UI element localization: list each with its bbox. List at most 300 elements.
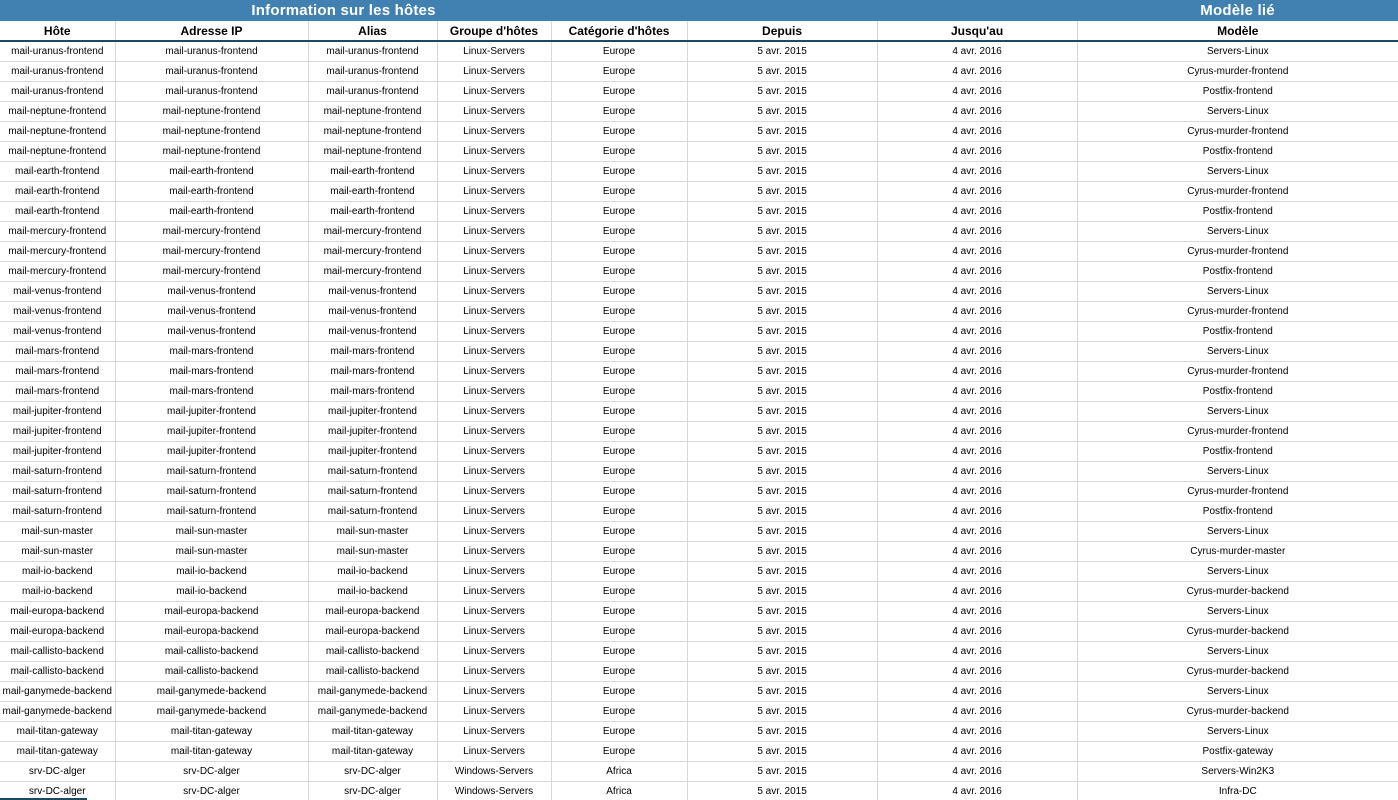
column-header-until: Jusqu'au (877, 21, 1077, 41)
cell-model: Postfix-frontend (1077, 262, 1398, 282)
cell-ip: mail-mercury-frontend (115, 242, 308, 262)
cell-group: Linux-Servers (437, 82, 551, 102)
cell-category: Europe (551, 41, 687, 62)
cell-until: 4 avr. 2016 (877, 422, 1077, 442)
cell-until: 4 avr. 2016 (877, 342, 1077, 362)
table-row (0, 82, 1398, 102)
column-header-since: Depuis (687, 21, 877, 41)
cell-group: Linux-Servers (437, 402, 551, 422)
cell-group: Linux-Servers (437, 422, 551, 442)
table-row (0, 482, 1398, 502)
cell-alias: mail-venus-frontend (308, 302, 437, 322)
cell-category: Europe (551, 242, 687, 262)
cell-since: 5 avr. 2015 (687, 422, 877, 442)
cell-host: mail-earth-frontend (0, 182, 115, 202)
cell-ip: mail-uranus-frontend (115, 82, 308, 102)
cell-ip: mail-jupiter-frontend (115, 402, 308, 422)
cell-until: 4 avr. 2016 (877, 302, 1077, 322)
cell-until: 4 avr. 2016 (877, 202, 1077, 222)
cell-host: mail-europa-backend (0, 602, 115, 622)
cell-until: 4 avr. 2016 (877, 542, 1077, 562)
table-row (0, 242, 1398, 262)
cell-until: 4 avr. 2016 (877, 162, 1077, 182)
cell-until: 4 avr. 2016 (877, 562, 1077, 582)
group-header-hosts-information: Information sur les hôtes (0, 0, 687, 21)
table-row (0, 602, 1398, 622)
cell-since: 5 avr. 2015 (687, 762, 877, 782)
cell-category: Europe (551, 642, 687, 662)
cell-category: Europe (551, 82, 687, 102)
cell-ip: mail-venus-frontend (115, 322, 308, 342)
cell-host: mail-ganymede-backend (0, 682, 115, 702)
cell-category: Europe (551, 282, 687, 302)
cell-alias: mail-mars-frontend (308, 362, 437, 382)
cell-since: 5 avr. 2015 (687, 342, 877, 362)
cell-since: 5 avr. 2015 (687, 62, 877, 82)
cell-until: 4 avr. 2016 (877, 122, 1077, 142)
cell-alias: mail-mercury-frontend (308, 242, 437, 262)
table-row (0, 41, 1398, 62)
cell-ip: mail-earth-frontend (115, 202, 308, 222)
cell-since: 5 avr. 2015 (687, 182, 877, 202)
cell-model: Servers-Linux (1077, 562, 1398, 582)
cell-ip: mail-europa-backend (115, 602, 308, 622)
cell-alias: mail-ganymede-backend (308, 682, 437, 702)
table-row (0, 162, 1398, 182)
cell-since: 5 avr. 2015 (687, 282, 877, 302)
cell-model: Cyrus-murder-frontend (1077, 482, 1398, 502)
cell-group: Linux-Servers (437, 41, 551, 62)
cell-until: 4 avr. 2016 (877, 762, 1077, 782)
cell-group: Linux-Servers (437, 502, 551, 522)
cell-alias: mail-europa-backend (308, 602, 437, 622)
cell-host: mail-uranus-frontend (0, 62, 115, 82)
cell-alias: mail-jupiter-frontend (308, 402, 437, 422)
cell-ip: mail-mars-frontend (115, 362, 308, 382)
cell-until: 4 avr. 2016 (877, 41, 1077, 62)
cell-model: Cyrus-murder-frontend (1077, 302, 1398, 322)
cell-host: mail-europa-backend (0, 622, 115, 642)
cell-since: 5 avr. 2015 (687, 262, 877, 282)
cell-since: 5 avr. 2015 (687, 82, 877, 102)
cell-until: 4 avr. 2016 (877, 102, 1077, 122)
cell-category: Europe (551, 462, 687, 482)
cell-ip: mail-io-backend (115, 582, 308, 602)
cell-group: Linux-Servers (437, 702, 551, 722)
cell-since: 5 avr. 2015 (687, 662, 877, 682)
cell-model: Servers-Linux (1077, 462, 1398, 482)
cell-ip: mail-saturn-frontend (115, 482, 308, 502)
cell-model: Cyrus-murder-backend (1077, 702, 1398, 722)
cell-category: Europe (551, 562, 687, 582)
cell-group: Linux-Servers (437, 342, 551, 362)
cell-category: Europe (551, 302, 687, 322)
cell-category: Africa (551, 782, 687, 800)
cell-model: Cyrus-murder-backend (1077, 622, 1398, 642)
cell-host: mail-saturn-frontend (0, 462, 115, 482)
cell-host: mail-titan-gateway (0, 722, 115, 742)
cell-since: 5 avr. 2015 (687, 622, 877, 642)
table-row (0, 582, 1398, 602)
cell-model: Postfix-gateway (1077, 742, 1398, 762)
cell-host: mail-mercury-frontend (0, 262, 115, 282)
cell-group: Linux-Servers (437, 462, 551, 482)
cell-alias: mail-venus-frontend (308, 282, 437, 302)
cell-since: 5 avr. 2015 (687, 302, 877, 322)
cell-ip: srv-DC-alger (115, 762, 308, 782)
cell-since: 5 avr. 2015 (687, 402, 877, 422)
cell-ip: mail-uranus-frontend (115, 41, 308, 62)
table-head (0, 0, 1398, 41)
cell-host: mail-neptune-frontend (0, 142, 115, 162)
cell-category: Europe (551, 122, 687, 142)
cell-model: Servers-Linux (1077, 41, 1398, 62)
table-row (0, 782, 1398, 800)
cell-category: Europe (551, 542, 687, 562)
cell-category: Europe (551, 222, 687, 242)
cell-model: Servers-Linux (1077, 102, 1398, 122)
cell-model: Servers-Linux (1077, 342, 1398, 362)
table-row (0, 762, 1398, 782)
table-row (0, 422, 1398, 442)
cell-model: Postfix-frontend (1077, 142, 1398, 162)
cell-category: Europe (551, 162, 687, 182)
cell-group: Linux-Servers (437, 442, 551, 462)
cell-host: mail-neptune-frontend (0, 102, 115, 122)
cell-host: srv-DC-alger (0, 782, 115, 800)
cell-model: Cyrus-murder-frontend (1077, 242, 1398, 262)
table-row (0, 462, 1398, 482)
cell-ip: mail-earth-frontend (115, 162, 308, 182)
cell-host: mail-mercury-frontend (0, 222, 115, 242)
cell-until: 4 avr. 2016 (877, 442, 1077, 462)
cell-category: Europe (551, 142, 687, 162)
cell-model: Servers-Linux (1077, 682, 1398, 702)
cell-category: Europe (551, 262, 687, 282)
cell-ip: mail-titan-gateway (115, 722, 308, 742)
cell-group: Linux-Servers (437, 102, 551, 122)
cell-host: mail-venus-frontend (0, 322, 115, 342)
cell-since: 5 avr. 2015 (687, 442, 877, 462)
cell-host: mail-titan-gateway (0, 742, 115, 762)
cell-ip: mail-sun-master (115, 542, 308, 562)
cell-since: 5 avr. 2015 (687, 542, 877, 562)
cell-group: Linux-Servers (437, 742, 551, 762)
cell-category: Europe (551, 422, 687, 442)
cell-since: 5 avr. 2015 (687, 222, 877, 242)
table-row (0, 342, 1398, 362)
cell-group: Linux-Servers (437, 722, 551, 742)
cell-model: Cyrus-murder-frontend (1077, 422, 1398, 442)
cell-host: mail-mercury-frontend (0, 242, 115, 262)
cell-alias: mail-ganymede-backend (308, 702, 437, 722)
cell-until: 4 avr. 2016 (877, 502, 1077, 522)
cell-category: Europe (551, 342, 687, 362)
cell-until: 4 avr. 2016 (877, 222, 1077, 242)
cell-ip: mail-uranus-frontend (115, 62, 308, 82)
cell-since: 5 avr. 2015 (687, 502, 877, 522)
cell-alias: mail-io-backend (308, 562, 437, 582)
cell-alias: mail-callisto-backend (308, 642, 437, 662)
cell-host: mail-sun-master (0, 542, 115, 562)
cell-until: 4 avr. 2016 (877, 62, 1077, 82)
cell-ip: mail-sun-master (115, 522, 308, 542)
cell-until: 4 avr. 2016 (877, 462, 1077, 482)
cell-model: Postfix-frontend (1077, 202, 1398, 222)
table-row (0, 62, 1398, 82)
cell-alias: mail-earth-frontend (308, 182, 437, 202)
cell-group: Linux-Servers (437, 602, 551, 622)
cell-since: 5 avr. 2015 (687, 642, 877, 662)
table-row (0, 542, 1398, 562)
cell-until: 4 avr. 2016 (877, 482, 1077, 502)
cell-category: Europe (551, 682, 687, 702)
cell-model: Servers-Win2K3 (1077, 762, 1398, 782)
cell-ip: mail-callisto-backend (115, 642, 308, 662)
cell-category: Europe (551, 582, 687, 602)
cell-host: mail-io-backend (0, 582, 115, 602)
table-row (0, 382, 1398, 402)
table-row (0, 322, 1398, 342)
table-row (0, 302, 1398, 322)
cell-model: Cyrus-murder-frontend (1077, 122, 1398, 142)
cell-alias: mail-mercury-frontend (308, 262, 437, 282)
cell-group: Linux-Servers (437, 202, 551, 222)
cell-category: Europe (551, 362, 687, 382)
cell-ip: srv-DC-alger (115, 782, 308, 800)
cell-since: 5 avr. 2015 (687, 602, 877, 622)
cell-until: 4 avr. 2016 (877, 362, 1077, 382)
cell-ip: mail-venus-frontend (115, 302, 308, 322)
cell-model: Cyrus-murder-frontend (1077, 62, 1398, 82)
cell-host: mail-jupiter-frontend (0, 402, 115, 422)
cell-ip: mail-mercury-frontend (115, 262, 308, 282)
cell-host: mail-uranus-frontend (0, 41, 115, 62)
cell-model: Cyrus-murder-backend (1077, 662, 1398, 682)
cell-category: Europe (551, 722, 687, 742)
cell-since: 5 avr. 2015 (687, 41, 877, 62)
cell-model: Cyrus-murder-frontend (1077, 182, 1398, 202)
cell-ip: mail-venus-frontend (115, 282, 308, 302)
cell-ip: mail-ganymede-backend (115, 682, 308, 702)
table-body (0, 41, 1398, 800)
cell-since: 5 avr. 2015 (687, 202, 877, 222)
cell-host: mail-ganymede-backend (0, 702, 115, 722)
cell-ip: mail-neptune-frontend (115, 102, 308, 122)
cell-model: Postfix-frontend (1077, 322, 1398, 342)
cell-since: 5 avr. 2015 (687, 362, 877, 382)
cell-group: Linux-Servers (437, 522, 551, 542)
cell-until: 4 avr. 2016 (877, 582, 1077, 602)
cell-ip: mail-mars-frontend (115, 382, 308, 402)
cell-category: Europe (551, 322, 687, 342)
cell-since: 5 avr. 2015 (687, 522, 877, 542)
cell-model: Postfix-frontend (1077, 382, 1398, 402)
cell-category: Europe (551, 102, 687, 122)
cell-since: 5 avr. 2015 (687, 782, 877, 800)
cell-host: mail-io-backend (0, 562, 115, 582)
group-header-row (0, 0, 1398, 21)
cell-alias: mail-io-backend (308, 582, 437, 602)
cell-alias: mail-sun-master (308, 522, 437, 542)
column-header-alias: Alias (308, 21, 437, 41)
cell-category: Europe (551, 662, 687, 682)
cell-category: Europe (551, 182, 687, 202)
cell-until: 4 avr. 2016 (877, 642, 1077, 662)
cell-group: Linux-Servers (437, 222, 551, 242)
cell-host: mail-mars-frontend (0, 362, 115, 382)
cell-until: 4 avr. 2016 (877, 622, 1077, 642)
cell-alias: mail-titan-gateway (308, 742, 437, 762)
column-header-host-category: Catégorie d'hôtes (551, 21, 687, 41)
cell-host: mail-neptune-frontend (0, 122, 115, 142)
column-header-ip-address: Adresse IP (115, 21, 308, 41)
cell-ip: mail-saturn-frontend (115, 502, 308, 522)
cell-group: Linux-Servers (437, 62, 551, 82)
cell-ip: mail-saturn-frontend (115, 462, 308, 482)
cell-category: Europe (551, 602, 687, 622)
cell-since: 5 avr. 2015 (687, 462, 877, 482)
cell-since: 5 avr. 2015 (687, 322, 877, 342)
cell-group: Linux-Servers (437, 242, 551, 262)
cell-ip: mail-ganymede-backend (115, 702, 308, 722)
cell-model: Servers-Linux (1077, 222, 1398, 242)
table-row (0, 742, 1398, 762)
cell-since: 5 avr. 2015 (687, 382, 877, 402)
table-row (0, 562, 1398, 582)
cell-model: Servers-Linux (1077, 402, 1398, 422)
cell-group: Linux-Servers (437, 282, 551, 302)
cell-ip: mail-jupiter-frontend (115, 422, 308, 442)
cell-category: Europe (551, 522, 687, 542)
cell-since: 5 avr. 2015 (687, 722, 877, 742)
table-row (0, 442, 1398, 462)
cell-host: srv-DC-alger (0, 762, 115, 782)
cell-ip: mail-jupiter-frontend (115, 442, 308, 462)
cell-host: mail-saturn-frontend (0, 502, 115, 522)
table-row (0, 522, 1398, 542)
cell-ip: mail-earth-frontend (115, 182, 308, 202)
table-row (0, 722, 1398, 742)
cell-alias: mail-uranus-frontend (308, 82, 437, 102)
cell-since: 5 avr. 2015 (687, 142, 877, 162)
cell-until: 4 avr. 2016 (877, 702, 1077, 722)
cell-category: Europe (551, 202, 687, 222)
cell-alias: srv-DC-alger (308, 782, 437, 800)
cell-alias: mail-jupiter-frontend (308, 422, 437, 442)
cell-model: Servers-Linux (1077, 722, 1398, 742)
column-header-host: Hôte (0, 21, 115, 41)
cell-alias: mail-sun-master (308, 542, 437, 562)
cell-model: Servers-Linux (1077, 282, 1398, 302)
table-row (0, 142, 1398, 162)
cell-alias: srv-DC-alger (308, 762, 437, 782)
cell-model: Postfix-frontend (1077, 442, 1398, 462)
cell-host: mail-earth-frontend (0, 202, 115, 222)
table-row (0, 182, 1398, 202)
cell-model: Servers-Linux (1077, 602, 1398, 622)
cell-until: 4 avr. 2016 (877, 682, 1077, 702)
cell-since: 5 avr. 2015 (687, 582, 877, 602)
column-header-row (0, 21, 1398, 41)
cell-category: Europe (551, 622, 687, 642)
cell-model: Cyrus-murder-frontend (1077, 362, 1398, 382)
cell-category: Europe (551, 442, 687, 462)
cell-until: 4 avr. 2016 (877, 602, 1077, 622)
cell-host: mail-earth-frontend (0, 162, 115, 182)
table-row (0, 202, 1398, 222)
table-row (0, 122, 1398, 142)
cell-alias: mail-mars-frontend (308, 382, 437, 402)
cell-category: Europe (551, 702, 687, 722)
cell-ip: mail-callisto-backend (115, 662, 308, 682)
cell-category: Africa (551, 762, 687, 782)
cell-alias: mail-neptune-frontend (308, 102, 437, 122)
column-header-host-group: Groupe d'hôtes (437, 21, 551, 41)
cell-since: 5 avr. 2015 (687, 122, 877, 142)
group-header-linked-model: Modèle lié (1077, 0, 1398, 21)
cell-model: Cyrus-murder-backend (1077, 582, 1398, 602)
cell-alias: mail-uranus-frontend (308, 41, 437, 62)
cell-group: Linux-Servers (437, 682, 551, 702)
table-row (0, 362, 1398, 382)
cell-host: mail-mars-frontend (0, 342, 115, 362)
cell-category: Europe (551, 482, 687, 502)
cell-ip: mail-titan-gateway (115, 742, 308, 762)
cell-model: Cyrus-murder-master (1077, 542, 1398, 562)
cell-group: Linux-Servers (437, 662, 551, 682)
cell-model: Servers-Linux (1077, 522, 1398, 542)
cell-group: Linux-Servers (437, 482, 551, 502)
cell-group: Windows-Servers (437, 762, 551, 782)
cell-alias: mail-venus-frontend (308, 322, 437, 342)
cell-group: Linux-Servers (437, 562, 551, 582)
cell-since: 5 avr. 2015 (687, 682, 877, 702)
cell-until: 4 avr. 2016 (877, 402, 1077, 422)
cell-host: mail-venus-frontend (0, 282, 115, 302)
cell-group: Linux-Servers (437, 582, 551, 602)
cell-group: Linux-Servers (437, 302, 551, 322)
cell-host: mail-mars-frontend (0, 382, 115, 402)
cell-group: Linux-Servers (437, 182, 551, 202)
cell-host: mail-saturn-frontend (0, 482, 115, 502)
table-row (0, 642, 1398, 662)
cell-ip: mail-mars-frontend (115, 342, 308, 362)
cell-until: 4 avr. 2016 (877, 242, 1077, 262)
cell-until: 4 avr. 2016 (877, 282, 1077, 302)
cell-ip: mail-neptune-frontend (115, 122, 308, 142)
cell-category: Europe (551, 382, 687, 402)
cell-alias: mail-saturn-frontend (308, 502, 437, 522)
cell-alias: mail-earth-frontend (308, 162, 437, 182)
cell-alias: mail-neptune-frontend (308, 142, 437, 162)
cell-ip: mail-neptune-frontend (115, 142, 308, 162)
cell-model: Servers-Linux (1077, 642, 1398, 662)
table-row (0, 682, 1398, 702)
cell-ip: mail-europa-backend (115, 622, 308, 642)
table-row (0, 502, 1398, 522)
cell-group: Linux-Servers (437, 622, 551, 642)
table-row (0, 102, 1398, 122)
cell-group: Linux-Servers (437, 262, 551, 282)
group-header-dates (687, 0, 1077, 21)
cell-group: Linux-Servers (437, 362, 551, 382)
cell-since: 5 avr. 2015 (687, 242, 877, 262)
cell-alias: mail-saturn-frontend (308, 482, 437, 502)
cell-since: 5 avr. 2015 (687, 482, 877, 502)
cell-until: 4 avr. 2016 (877, 742, 1077, 762)
cell-group: Windows-Servers (437, 782, 551, 800)
